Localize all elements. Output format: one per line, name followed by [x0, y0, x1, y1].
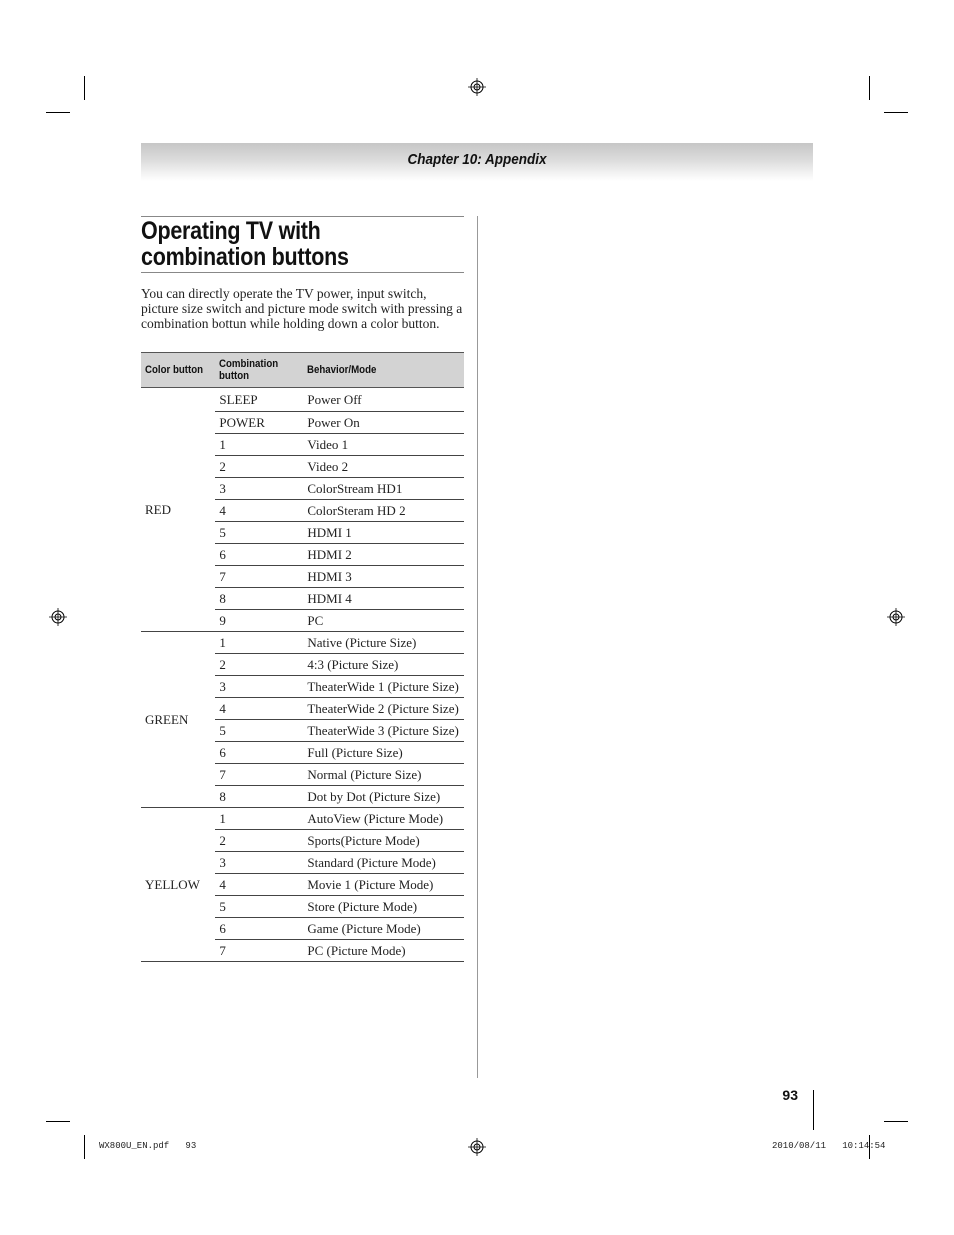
combination-table — [141, 352, 464, 962]
combination-button-cell: 6 — [215, 742, 303, 764]
behavior-mode-cell: AutoView (Picture Mode) — [303, 808, 464, 830]
combination-button-cell: 3 — [215, 852, 303, 874]
behavior-mode-cell: Native (Picture Size) — [303, 632, 464, 654]
header-behavior-mode: Behavior/Mode — [303, 353, 464, 388]
combination-button-cell: 4 — [215, 500, 303, 522]
behavior-mode-cell: PC — [303, 610, 464, 632]
combination-button-cell: 1 — [215, 808, 303, 830]
color-button-cell: RED — [141, 388, 215, 632]
footer-file-name: WX800U_EN.pdf — [99, 1141, 170, 1151]
behavior-mode-cell: Power Off — [303, 388, 464, 412]
behavior-mode-cell: Movie 1 (Picture Mode) — [303, 874, 464, 896]
behavior-mode-cell: Standard (Picture Mode) — [303, 852, 464, 874]
behavior-mode-cell: Dot by Dot (Picture Size) — [303, 786, 464, 808]
behavior-mode-cell: Game (Picture Mode) — [303, 918, 464, 940]
header-combination-button: Combination button — [215, 353, 303, 388]
page-number: 93 — [782, 1087, 798, 1103]
behavior-mode-cell: Normal (Picture Size) — [303, 764, 464, 786]
table-header-row — [141, 353, 464, 388]
combination-button-cell: 2 — [215, 654, 303, 676]
color-button-cell: YELLOW — [141, 808, 215, 962]
combination-button-cell: POWER — [215, 412, 303, 434]
footer-file-page: 93 — [185, 1141, 197, 1151]
combination-button-cell: 5 — [215, 720, 303, 742]
registration-mark-icon — [468, 1138, 486, 1156]
behavior-mode-cell: Video 2 — [303, 456, 464, 478]
color-button-cell: GREEN — [141, 632, 215, 808]
combination-button-cell: 3 — [215, 478, 303, 500]
combination-button-cell: 1 — [215, 434, 303, 456]
combination-button-cell: SLEEP — [215, 388, 303, 412]
behavior-mode-cell: TheaterWide 3 (Picture Size) — [303, 720, 464, 742]
behavior-mode-cell: HDMI 1 — [303, 522, 464, 544]
behavior-mode-cell: ColorSteram HD 2 — [303, 500, 464, 522]
behavior-mode-cell: PC (Picture Mode) — [303, 940, 464, 962]
column-divider — [477, 216, 478, 1078]
intro-paragraph: You can directly operate the TV power, input switch, picture size switch and picture mode switch with pressing a combination bottun while holding down a color button. — [141, 286, 463, 331]
combination-button-cell: 7 — [215, 940, 303, 962]
table-body — [141, 388, 464, 962]
behavior-mode-cell: Video 1 — [303, 434, 464, 456]
combination-button-cell: 5 — [215, 522, 303, 544]
combination-button-cell: 9 — [215, 610, 303, 632]
behavior-mode-cell: TheaterWide 2 (Picture Size) — [303, 698, 464, 720]
combination-button-cell: 4 — [215, 874, 303, 896]
footer-time: 10:14:54 — [842, 1141, 886, 1151]
section-heading: Operating TV with combination buttons — [141, 217, 349, 271]
page-number-rule — [813, 1090, 814, 1130]
behavior-mode-cell: ColorStream HD1 — [303, 478, 464, 500]
combination-button-cell: 6 — [215, 544, 303, 566]
table-row — [141, 388, 464, 412]
header-color-button: Color button — [141, 353, 215, 388]
behavior-mode-cell: HDMI 2 — [303, 544, 464, 566]
footer-date: 2010/08/11 — [772, 1141, 827, 1151]
combination-button-cell: 4 — [215, 698, 303, 720]
combination-button-cell: 2 — [215, 830, 303, 852]
table-row — [141, 808, 464, 830]
registration-mark-icon — [49, 608, 67, 626]
crop-mark — [84, 76, 85, 100]
behavior-mode-cell: Full (Picture Size) — [303, 742, 464, 764]
behavior-mode-cell: Power On — [303, 412, 464, 434]
combination-button-cell: 3 — [215, 676, 303, 698]
crop-mark — [84, 1135, 85, 1159]
combination-button-cell: 8 — [215, 588, 303, 610]
footer-file-info — [99, 1141, 196, 1151]
registration-mark-icon — [468, 78, 486, 96]
combination-button-cell: 5 — [215, 896, 303, 918]
table-row — [141, 632, 464, 654]
behavior-mode-cell: HDMI 4 — [303, 588, 464, 610]
combination-button-cell: 2 — [215, 456, 303, 478]
behavior-mode-cell: 4:3 (Picture Size) — [303, 654, 464, 676]
behavior-mode-cell: Sports(Picture Mode) — [303, 830, 464, 852]
chapter-banner — [141, 143, 813, 181]
registration-mark-icon — [887, 608, 905, 626]
combination-button-cell: 6 — [215, 918, 303, 940]
crop-mark — [884, 112, 908, 113]
combination-button-cell: 1 — [215, 632, 303, 654]
combination-button-cell: 7 — [215, 566, 303, 588]
behavior-mode-cell: Store (Picture Mode) — [303, 896, 464, 918]
behavior-mode-cell: HDMI 3 — [303, 566, 464, 588]
crop-mark — [46, 112, 70, 113]
footer-timestamp — [772, 1141, 885, 1151]
chapter-title: Chapter 10: Appendix — [407, 151, 547, 168]
combination-button-cell: 8 — [215, 786, 303, 808]
behavior-mode-cell: TheaterWide 1 (Picture Size) — [303, 676, 464, 698]
crop-mark — [46, 1121, 70, 1122]
combination-button-cell: 7 — [215, 764, 303, 786]
section-rule-bottom — [141, 272, 464, 273]
crop-mark — [869, 76, 870, 100]
crop-mark — [884, 1121, 908, 1122]
